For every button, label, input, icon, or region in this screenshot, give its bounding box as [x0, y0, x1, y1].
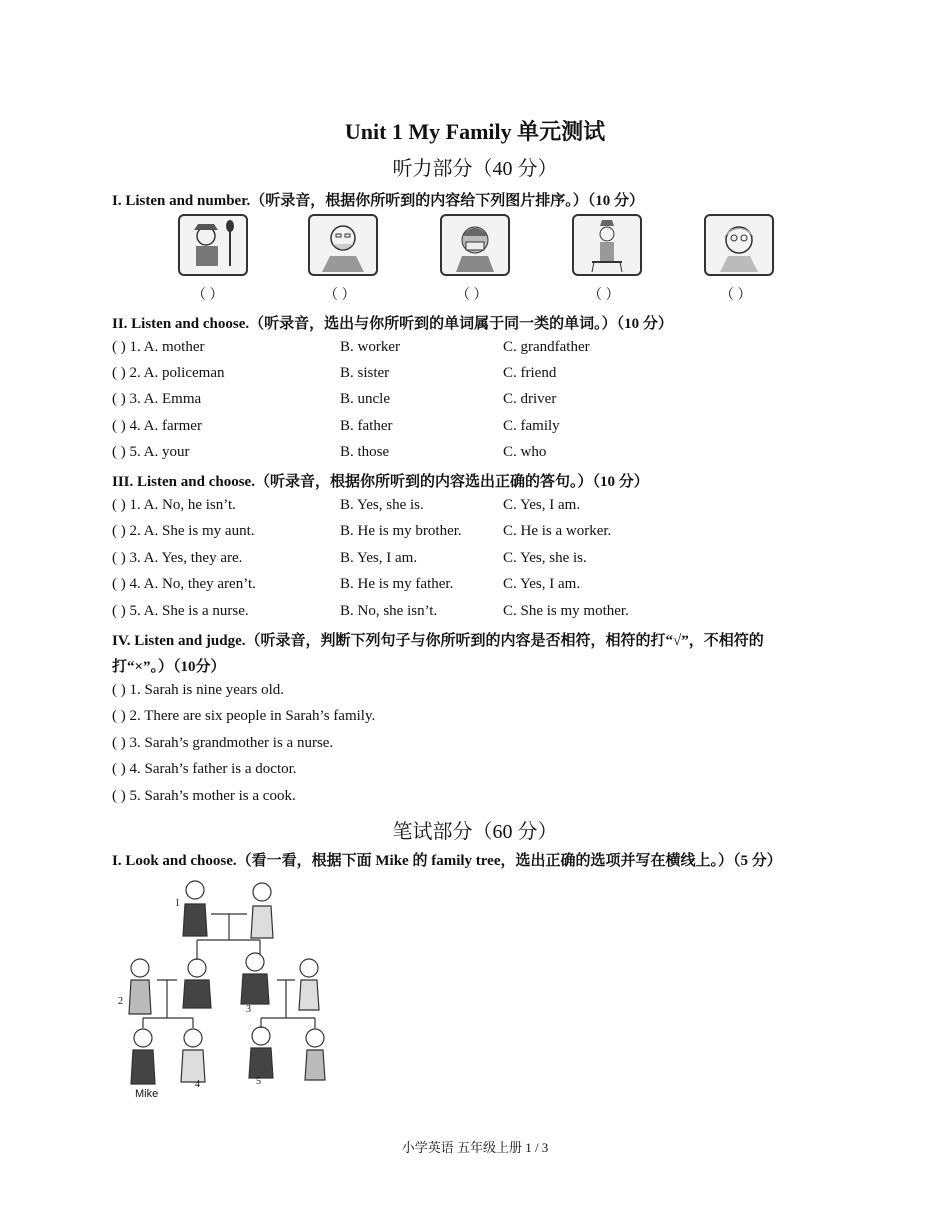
section-iv-heading	[112, 629, 764, 650]
option-c: C. grandfather	[503, 339, 590, 355]
nurse-icon	[440, 214, 510, 276]
option-c: C. Yes, I am.	[503, 576, 581, 592]
option-b: B. Yes, I am.	[340, 550, 418, 566]
option-a: ( ) 3. A. Yes, they are.	[112, 550, 243, 566]
answer-blank[interactable]: （ ）	[192, 288, 224, 303]
option-c: C. family	[503, 418, 560, 434]
judge-item: ( ) 3. Sarah’s grandmother is a nurse.	[112, 735, 334, 751]
option-b: B. sister	[340, 365, 390, 381]
answer-blank[interactable]: （ ）	[588, 288, 620, 303]
option-b: B. He is my father.	[340, 576, 454, 592]
listening-heading: 听力部分（40 分）	[392, 158, 558, 180]
section-ii-heading	[112, 312, 673, 333]
section-i-heading	[112, 189, 644, 210]
option-a: ( ) 1. A. mother	[112, 339, 205, 355]
section-iv-note-2: 打“×”。）（10分）	[112, 659, 226, 675]
option-c: C. He is a worker.	[503, 523, 612, 539]
option-c: C. She is my mother.	[503, 603, 629, 619]
writing-heading: 笔试部分（60 分）	[392, 821, 558, 843]
section-iv-label: IV. Listen and judge.	[112, 633, 246, 649]
option-b: B. No, she isn’t.	[340, 603, 438, 619]
section-ii-note: （听录音，选出与你所听到的单词属于同一类的单词。）（10 分）	[249, 316, 673, 332]
option-a: ( ) 1. A. No, he isn’t.	[112, 497, 236, 513]
section-iii-label: III. Listen and choose.	[112, 474, 255, 490]
judge-item: ( ) 5. Sarah’s mother is a cook.	[112, 788, 296, 804]
tree-label: 5	[256, 1076, 261, 1087]
family-tree-drawing	[115, 876, 335, 1106]
option-a: ( ) 3. A. Emma	[112, 391, 202, 407]
section-i-note: （听录音，根据你所听到的内容给下列图片排序。）（10 分）	[250, 193, 645, 209]
option-b: B. father	[340, 418, 393, 434]
option-c: C. Yes, she is.	[503, 550, 587, 566]
tree-label: 3	[246, 1004, 251, 1015]
section-i-label: I. Listen and number.	[112, 193, 251, 209]
option-a: ( ) 2. A. She is my aunt.	[112, 523, 255, 539]
tree-label: 1	[175, 898, 180, 909]
page-title: Unit 1 My Family 单元测试	[344, 119, 606, 144]
section-iv-note-1: （听录音，判断下列句子与你所听到的内容是否相符，相符的打“√”，不相符的	[245, 633, 764, 649]
option-a: ( ) 4. A. farmer	[112, 418, 202, 434]
option-a: ( ) 5. A. She is a nurse.	[112, 603, 249, 619]
option-a: ( ) 4. A. No, they aren’t.	[112, 576, 256, 592]
writing-i-note: （看一看，根据下面 Mike 的 family tree，选出正确的选项并写在横线上。）（5 分）	[236, 853, 782, 869]
judge-item: ( ) 4. Sarah’s father is a doctor.	[112, 761, 297, 777]
boy-farmer-icon	[178, 214, 248, 276]
option-c: C. who	[503, 444, 547, 460]
option-b: B. worker	[340, 339, 400, 355]
option-c: C. driver	[503, 391, 557, 407]
judge-item: ( ) 2. There are six people in Sarah’s family.	[112, 708, 376, 724]
option-b: B. Yes, she is.	[340, 497, 424, 513]
grandfather-icon	[308, 214, 378, 276]
tree-label: 4	[195, 1079, 200, 1090]
option-a: ( ) 2. A. policeman	[112, 365, 225, 381]
cook-icon	[572, 214, 642, 276]
page-footer: 小学英语 五年级上册 1 / 3	[401, 1140, 549, 1155]
family-tree	[115, 876, 335, 1106]
section-iii-heading	[112, 470, 649, 491]
mike-label: Mike	[135, 1088, 159, 1100]
grandmother-icon	[704, 214, 774, 276]
option-a: ( ) 5. A. your	[112, 444, 190, 460]
writing-i-heading	[112, 849, 782, 870]
option-c: C. friend	[503, 365, 557, 381]
answer-blank[interactable]: （ ）	[324, 288, 356, 303]
section-ii-label: II. Listen and choose.	[112, 316, 250, 332]
option-b: B. uncle	[340, 391, 390, 407]
option-c: C. Yes, I am.	[503, 497, 581, 513]
tree-label: 2	[118, 996, 123, 1007]
answer-blank[interactable]: （ ）	[456, 288, 488, 303]
writing-i-label: I. Look and choose.	[112, 853, 237, 869]
judge-item: ( ) 1. Sarah is nine years old.	[112, 682, 285, 698]
option-b: B. those	[340, 444, 390, 460]
section-iii-note: （听录音，根据你所听到的内容选出正确的答句。）（10 分）	[254, 474, 649, 490]
answer-blank[interactable]: （ ）	[720, 288, 752, 303]
option-b: B. He is my brother.	[340, 523, 462, 539]
